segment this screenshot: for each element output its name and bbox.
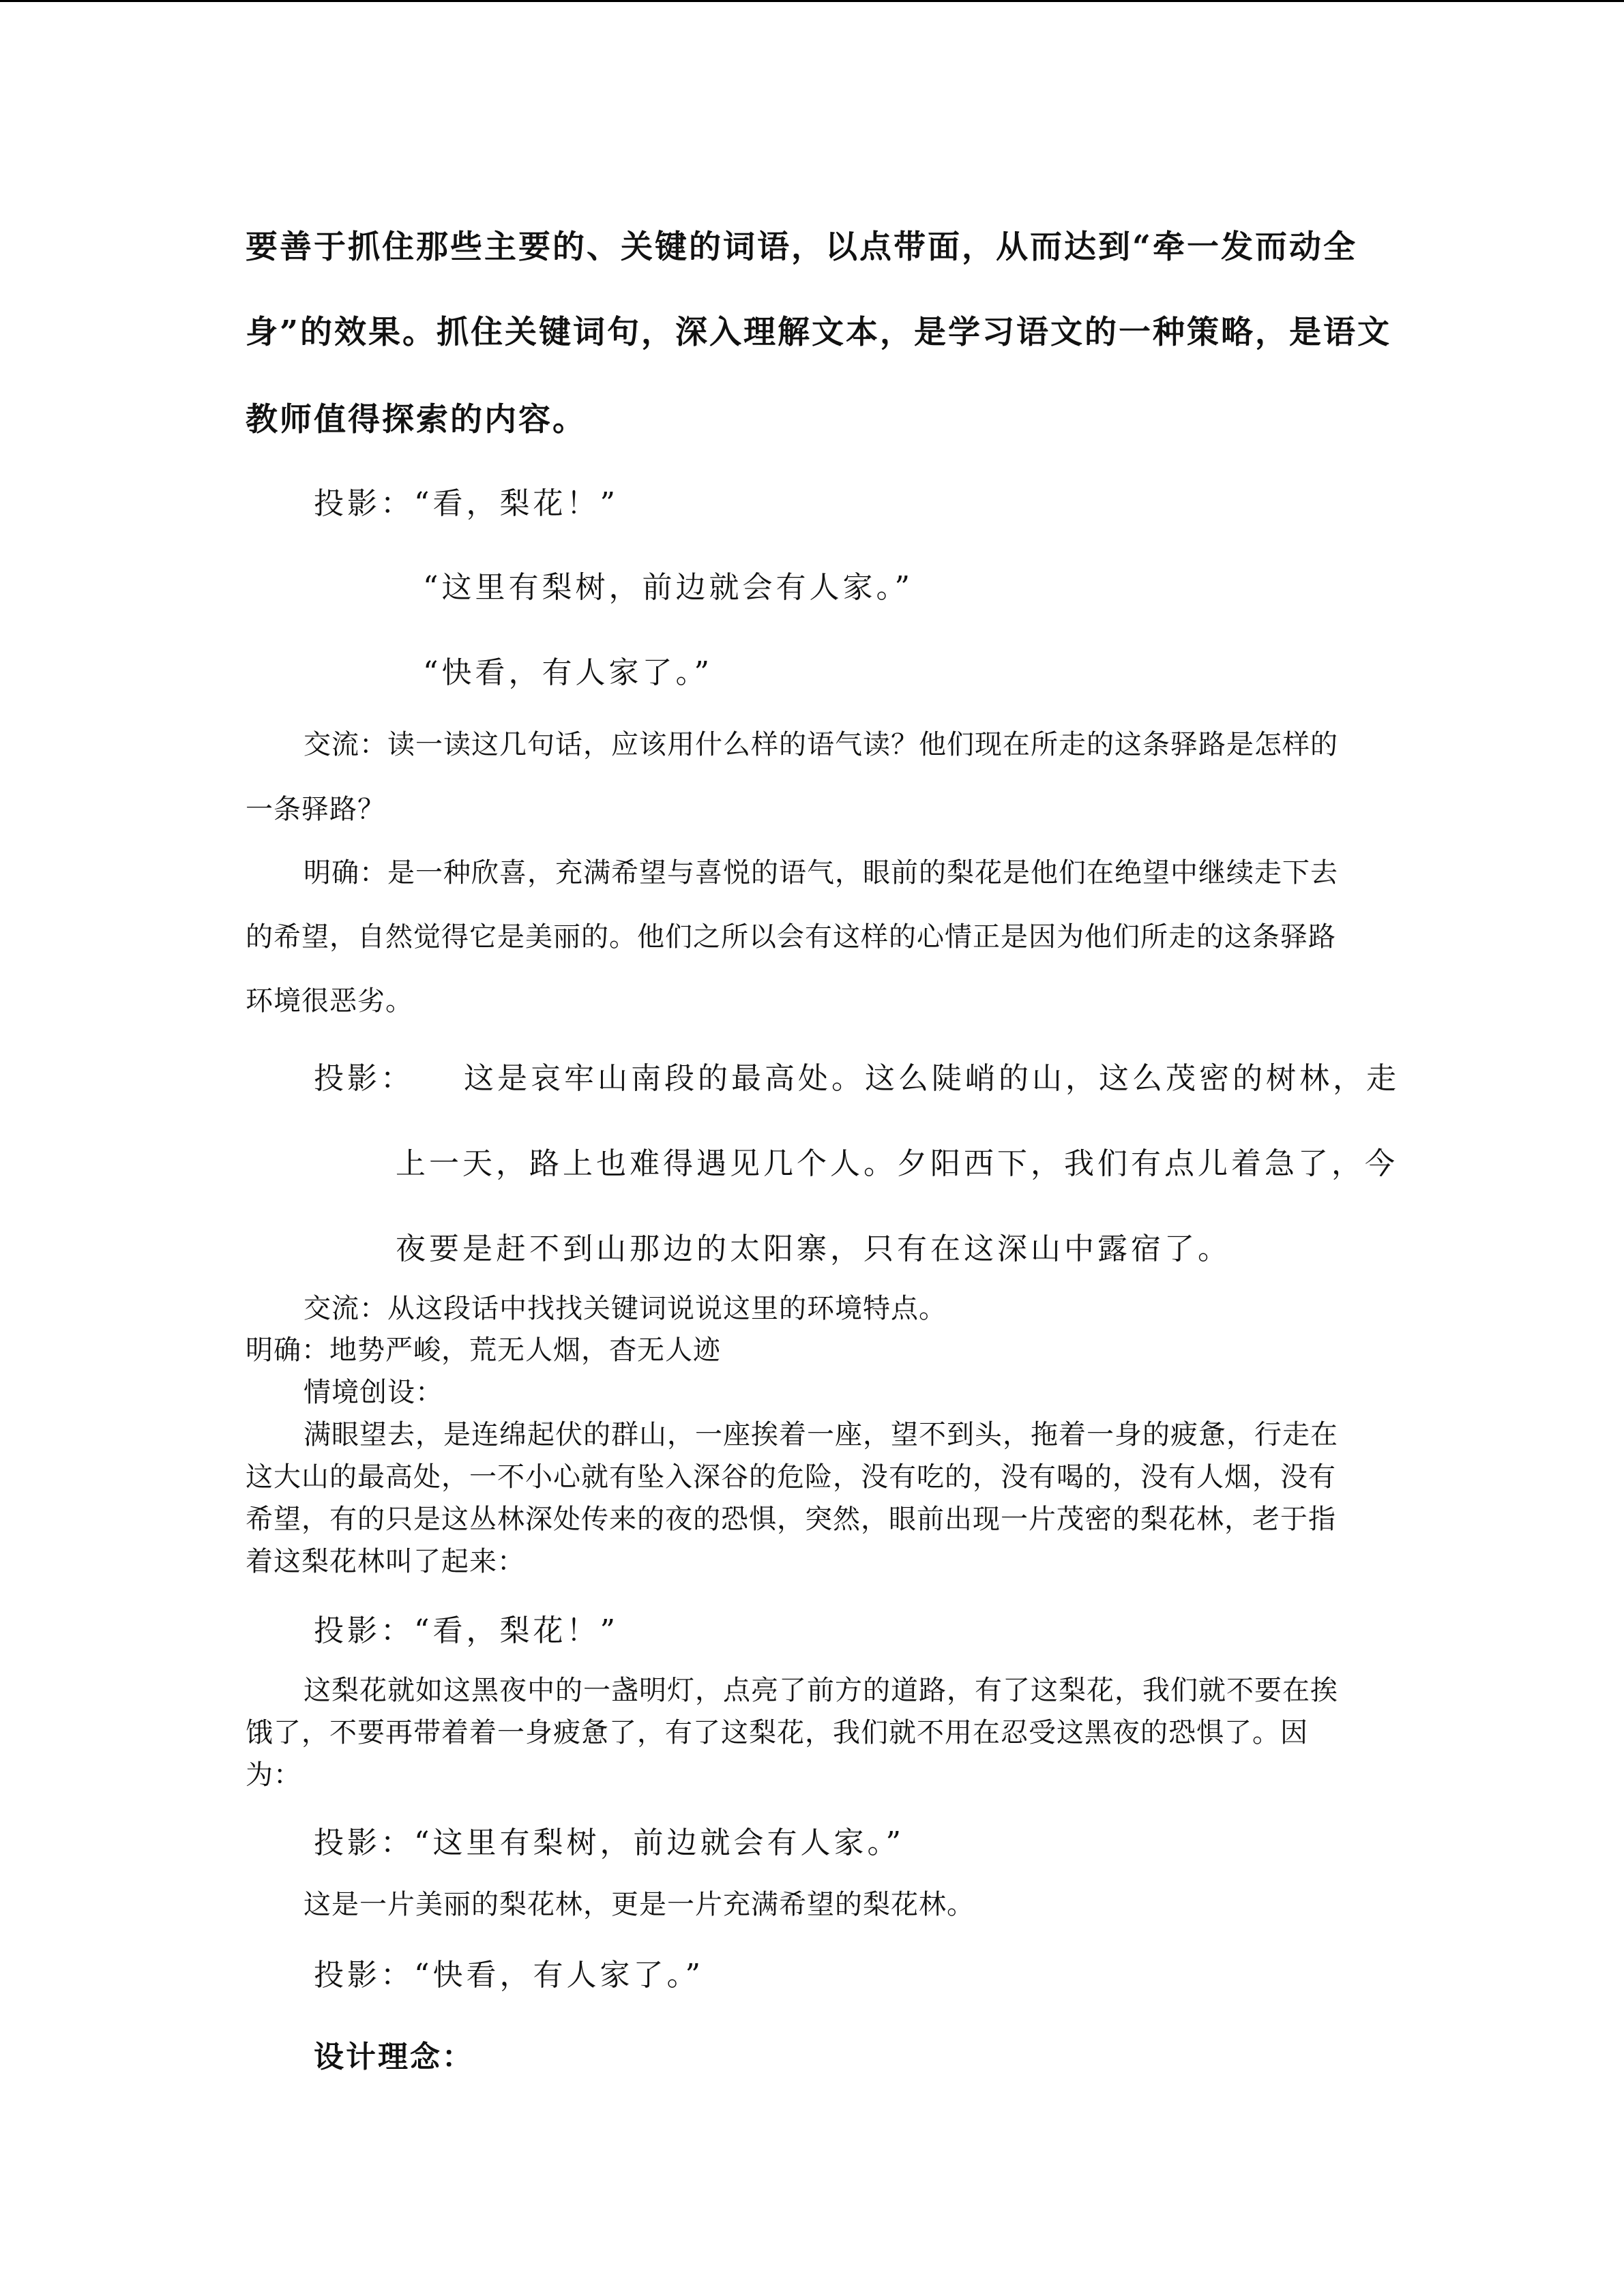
projection-5: 投影：“快看，有人家了。”	[314, 1958, 704, 1993]
projection-1-line-1: 投影：“看，梨花！”	[314, 486, 619, 521]
clarify-1-line-2: 的希望，自然觉得它是美丽的。他们之所以会有这样的心情正是因为他们所走的这条驿路	[246, 921, 1336, 953]
projection-2-line-2: 上一天，路上也难得遇见几个人。夕阳西下，我们有点儿着急了，今	[396, 1146, 1398, 1181]
exchange-2: 交流：从这段话中找找关键词说说这里的环境特点。	[304, 1293, 947, 1324]
lantern-line-1: 这梨花就如这黑夜中的一盏明灯，点亮了前方的道路，有了这梨花，我们就不要在挨	[304, 1675, 1338, 1706]
intro-line-2: 身”的效果。抓住关键词句，深入理解文本，是学习语文的一种策略，是语文	[246, 314, 1392, 351]
clarify-1-line-1: 明确：是一种欣喜，充满希望与喜悦的语气，眼前的梨花是他们在绝望中继续走下去	[304, 857, 1338, 889]
projection-2-label: 投影：	[314, 1061, 414, 1096]
exchange-1-line-2: 一条驿路？	[246, 794, 385, 825]
projection-1-line-3: “快看，有人家了。”	[423, 655, 713, 690]
projection-3: 投影：“看，梨花！”	[314, 1613, 619, 1648]
exchange-1-line-1: 交流：读一读这几句话，应该用什么样的语气读？他们现在所走的这条驿路是怎样的	[304, 729, 1338, 760]
projection-1-line-2: “这里有梨树，前边就会有人家。”	[423, 570, 913, 605]
design-heading: 设计理念：	[314, 2040, 474, 2074]
clarify-2: 明确：地势严峻，荒无人烟，杳无人迹	[246, 1335, 721, 1366]
intro-line-1: 要善于抓住那些主要的、关键的词语，以点带面，从而达到“牵一发而动全	[246, 228, 1358, 266]
clarify-1-line-3: 环境很恶劣。	[246, 985, 413, 1017]
scenario-line-1: 满眼望去，是连绵起伏的群山，一座挨着一座，望不到头，拖着一身的疲惫，行走在	[304, 1419, 1338, 1450]
lantern-line-3: 为：	[246, 1759, 301, 1791]
projection-2-line-1: 这是哀牢山南段的最高处。这么陡峭的山，这么茂密的树林，走	[464, 1061, 1400, 1096]
scenario-line-2: 这大山的最高处，一不小心就有坠入深谷的危险，没有吃的，没有喝的，没有人烟，没有	[246, 1461, 1336, 1493]
scenario-heading: 情境创设：	[304, 1377, 443, 1408]
projection-4: 投影：“这里有梨树，前边就会有人家。”	[314, 1825, 904, 1860]
hope-line: 这是一片美丽的梨花林，更是一片充满希望的梨花林。	[304, 1889, 975, 1920]
intro-line-3: 教师值得探索的内容。	[246, 401, 587, 438]
projection-2-line-3: 夜要是赶不到山那边的太阳寨，只有在这深山中露宿了。	[396, 1232, 1231, 1266]
scenario-line-3: 希望，有的只是这丛林深处传来的夜的恐惧，突然，眼前出现一片茂密的梨花林，老于指	[246, 1504, 1336, 1535]
lantern-line-2: 饿了，不要再带着着一身疲惫了，有了这梨花，我们就不用在忍受这黑夜的恐惧了。因	[246, 1717, 1308, 1748]
scenario-line-4: 着这梨花林叫了起来：	[246, 1546, 525, 1577]
